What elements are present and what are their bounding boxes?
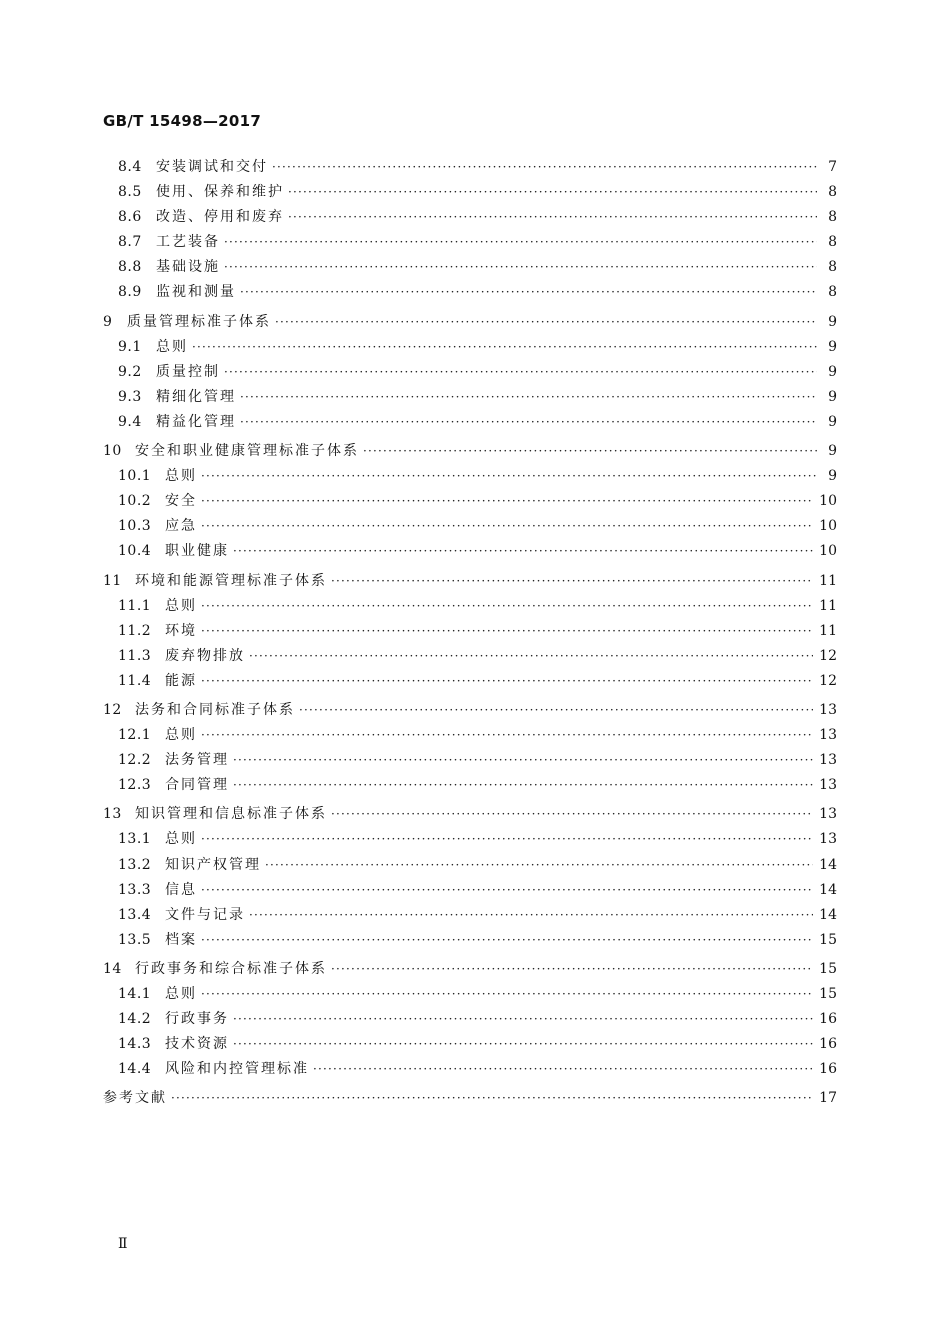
toc-entry-number: 10 <box>103 443 122 460</box>
toc-entry-page: 13 <box>819 831 837 848</box>
toc-entry-number: 10.3 <box>118 518 152 535</box>
toc-dot-leader <box>201 489 813 514</box>
toc-entry[interactable] <box>103 773 837 798</box>
toc-entry[interactable] <box>103 982 837 1007</box>
toc-entry-number: 8.7 <box>118 234 142 251</box>
toc-entry-page: 11 <box>819 572 837 589</box>
toc-entry-page: 11 <box>819 622 837 639</box>
toc-entry-number: 12.3 <box>118 777 152 794</box>
toc-entry-number: 11.2 <box>118 622 152 639</box>
toc-entry-number: 9.1 <box>118 338 142 355</box>
toc-entry[interactable] <box>103 569 837 594</box>
toc-entry-page: 9 <box>828 468 837 485</box>
toc-dot-leader <box>331 957 813 982</box>
toc-entry-page: 16 <box>819 1036 837 1053</box>
toc-entry-title: 总则 <box>156 338 188 355</box>
toc-entry-number: 14.4 <box>118 1061 152 1078</box>
toc-entry[interactable] <box>103 594 837 619</box>
toc-entry-title: 监视和测量 <box>156 284 236 301</box>
toc-entry-number: 9.2 <box>118 363 142 380</box>
toc-entry-page: 9 <box>828 388 837 405</box>
toc-entry-page: 16 <box>819 1061 837 1078</box>
toc-dot-leader <box>201 723 813 748</box>
toc-entry-number: 14 <box>103 960 122 977</box>
toc-entry[interactable] <box>103 205 837 230</box>
toc-dot-leader <box>331 569 813 594</box>
toc-entry-page: 9 <box>828 313 837 330</box>
toc-entry-number: 8.5 <box>118 184 142 201</box>
toc-entry[interactable] <box>103 928 837 953</box>
toc-entry-title: 文件与记录 <box>165 906 245 923</box>
toc-dot-leader <box>201 982 813 1007</box>
toc-dot-leader <box>233 1007 813 1032</box>
toc-entry-title: 基础设施 <box>156 259 220 276</box>
toc-entry-page: 12 <box>819 672 837 689</box>
toc-entry-title: 行政事务和综合标准子体系 <box>135 960 327 977</box>
toc-dot-leader <box>233 539 813 564</box>
toc-entry-number: 8.6 <box>118 209 142 226</box>
toc-entry-title: 知识管理和信息标准子体系 <box>135 806 327 823</box>
toc-dot-leader <box>240 410 817 435</box>
toc-dot-leader <box>201 464 817 489</box>
toc-entry-title: 总则 <box>165 727 197 744</box>
toc-entry-page: 9 <box>828 363 837 380</box>
document-code: GB/T 15498—2017 <box>103 112 262 130</box>
toc-entry-page: 16 <box>819 1011 837 1028</box>
toc-dot-leader <box>201 928 813 953</box>
toc-entry[interactable] <box>103 903 837 928</box>
toc-dot-leader <box>201 594 813 619</box>
toc-entry-title: 技术资源 <box>165 1036 229 1053</box>
toc-dot-leader <box>363 439 817 464</box>
toc-entry[interactable] <box>103 878 837 903</box>
table-of-contents <box>103 155 837 1111</box>
toc-entry[interactable] <box>103 644 837 669</box>
toc-entry[interactable] <box>103 180 837 205</box>
toc-entry-title: 职业健康 <box>165 543 229 560</box>
toc-entry[interactable] <box>103 280 837 305</box>
toc-entry-title: 精细化管理 <box>156 388 236 405</box>
toc-entry[interactable] <box>103 335 837 360</box>
toc-dot-leader <box>288 180 817 205</box>
toc-entry[interactable] <box>103 1007 837 1032</box>
toc-entry[interactable] <box>103 514 837 539</box>
toc-dot-leader <box>201 619 813 644</box>
toc-dot-leader <box>201 514 813 539</box>
toc-entry-title: 使用、保养和维护 <box>156 184 284 201</box>
toc-entry-page: 11 <box>819 597 837 614</box>
toc-entry-number: 10.4 <box>118 543 152 560</box>
toc-entry-page: 9 <box>828 413 837 430</box>
toc-dot-leader <box>275 310 817 335</box>
toc-entry-title: 法务管理 <box>165 752 229 769</box>
toc-entry-page: 14 <box>819 856 837 873</box>
toc-entry-page: 15 <box>819 960 837 977</box>
toc-dot-leader <box>233 1032 813 1057</box>
toc-entry-page: 17 <box>819 1090 837 1107</box>
toc-entry-page: 15 <box>819 931 837 948</box>
toc-entry-number: 10.2 <box>118 493 152 510</box>
toc-dot-leader <box>224 230 817 255</box>
toc-entry-title: 安装调试和交付 <box>156 159 268 175</box>
toc-entry-number: 11 <box>103 572 122 589</box>
toc-dot-leader <box>249 644 813 669</box>
toc-entry-page: 14 <box>819 906 837 923</box>
toc-entry[interactable] <box>103 1057 837 1082</box>
toc-entry-title: 总则 <box>165 468 197 485</box>
toc-entry-title: 能源 <box>165 672 197 689</box>
toc-entry[interactable] <box>103 669 837 694</box>
toc-entry-title: 合同管理 <box>165 777 229 794</box>
toc-entry-number: 13.1 <box>118 831 152 848</box>
toc-entry-number: 13 <box>103 806 122 823</box>
toc-entry-number: 11.4 <box>118 672 152 689</box>
toc-entry-number: 12 <box>103 701 122 718</box>
toc-entry-title: 安全 <box>165 493 197 510</box>
toc-entry-title: 工艺装备 <box>156 234 220 251</box>
toc-entry-number: 13.4 <box>118 906 152 923</box>
toc-entry-page: 10 <box>819 493 837 510</box>
page-number: Ⅱ <box>118 1236 128 1252</box>
toc-entry[interactable] <box>103 360 837 385</box>
toc-entry-title: 知识产权管理 <box>165 856 261 873</box>
toc-entry-number: 12.2 <box>118 752 152 769</box>
toc-entry-title: 质量管理标准子体系 <box>127 313 271 330</box>
toc-entry[interactable] <box>103 723 837 748</box>
toc-entry-number: 10.1 <box>118 468 152 485</box>
toc-entry-page: 8 <box>828 184 837 201</box>
toc-entry-title: 质量控制 <box>156 363 220 380</box>
toc-entry[interactable] <box>103 853 837 878</box>
toc-entry-title: 总则 <box>165 597 197 614</box>
toc-entry-title: 废弃物排放 <box>165 647 245 664</box>
toc-entry-page: 14 <box>819 881 837 898</box>
toc-entry-title: 信息 <box>165 881 197 898</box>
toc-entry-page: 13 <box>819 806 837 823</box>
toc-entry[interactable] <box>103 410 837 435</box>
toc-dot-leader <box>265 853 813 878</box>
toc-entry[interactable] <box>103 748 837 773</box>
toc-entry-page: 10 <box>819 518 837 535</box>
toc-entry-page: 9 <box>828 443 837 460</box>
toc-entry-title: 总则 <box>165 986 197 1002</box>
toc-dot-leader <box>233 748 813 773</box>
toc-entry[interactable] <box>103 385 837 410</box>
toc-dot-leader <box>201 827 813 852</box>
toc-entry-page: 9 <box>828 338 837 355</box>
toc-entry[interactable] <box>103 827 837 852</box>
toc-entry[interactable] <box>103 957 837 982</box>
toc-entry-page: 13 <box>819 752 837 769</box>
toc-entry-number: 11.1 <box>118 597 152 614</box>
toc-dot-leader <box>192 335 817 360</box>
toc-entry-title: 参考文献 <box>103 1090 167 1107</box>
toc-entry-title: 法务和合同标准子体系 <box>135 701 295 718</box>
toc-entry-number: 9.3 <box>118 388 142 405</box>
toc-entry-title: 风险和内控管理标准 <box>165 1061 309 1078</box>
toc-entry[interactable] <box>103 698 837 723</box>
toc-entry-number: 8.4 <box>118 159 142 175</box>
toc-dot-leader <box>240 385 817 410</box>
toc-dot-leader <box>233 773 813 798</box>
toc-entry-number: 9 <box>103 313 113 330</box>
toc-entry-number: 14.1 <box>118 986 152 1002</box>
toc-entry-title: 安全和职业健康管理标准子体系 <box>135 443 359 460</box>
toc-dot-leader <box>249 903 813 928</box>
toc-dot-leader <box>171 1086 813 1111</box>
toc-entry-title: 环境 <box>165 622 197 639</box>
toc-entry[interactable] <box>103 489 837 514</box>
toc-entry[interactable] <box>103 619 837 644</box>
toc-dot-leader <box>224 255 817 280</box>
toc-dot-leader <box>272 155 817 180</box>
toc-entry-title: 改造、停用和废弃 <box>156 209 284 226</box>
toc-entry[interactable] <box>103 539 837 564</box>
toc-entry[interactable] <box>103 1032 837 1057</box>
toc-entry-title: 精益化管理 <box>156 413 236 430</box>
toc-entry[interactable] <box>103 1086 837 1111</box>
toc-entry-page: 15 <box>819 986 837 1002</box>
toc-dot-leader <box>201 878 813 903</box>
toc-entry-title: 环境和能源管理标准子体系 <box>135 572 327 589</box>
toc-entry[interactable] <box>103 464 837 489</box>
toc-entry-title: 总则 <box>165 831 197 848</box>
toc-entry-page: 8 <box>828 209 837 226</box>
toc-entry-page: 10 <box>819 543 837 560</box>
toc-entry[interactable] <box>103 155 837 180</box>
toc-entry-title: 应急 <box>165 518 197 535</box>
toc-entry-page: 8 <box>828 284 837 301</box>
toc-entry[interactable] <box>103 439 837 464</box>
toc-dot-leader <box>224 360 817 385</box>
toc-entry-number: 11.3 <box>118 647 152 664</box>
toc-entry-number: 8.9 <box>118 284 142 301</box>
toc-entry-page: 13 <box>819 777 837 794</box>
toc-dot-leader <box>331 802 813 827</box>
toc-dot-leader <box>313 1057 813 1082</box>
toc-dot-leader <box>240 280 817 305</box>
toc-entry-number: 13.2 <box>118 856 152 873</box>
toc-entry-page: 13 <box>819 727 837 744</box>
toc-dot-leader <box>288 205 817 230</box>
toc-entry[interactable] <box>103 802 837 827</box>
toc-entry[interactable] <box>103 255 837 280</box>
toc-entry-number: 14.3 <box>118 1036 152 1053</box>
toc-entry-page: 8 <box>828 259 837 276</box>
toc-entry-number: 8.8 <box>118 259 142 276</box>
toc-entry[interactable] <box>103 230 837 255</box>
toc-entry[interactable] <box>103 310 837 335</box>
toc-entry-page: 8 <box>828 234 837 251</box>
toc-entry-page: 7 <box>828 159 837 175</box>
toc-dot-leader <box>299 698 813 723</box>
toc-dot-leader <box>201 669 813 694</box>
toc-entry-title: 行政事务 <box>165 1011 229 1028</box>
toc-entry-number: 12.1 <box>118 727 152 744</box>
toc-entry-page: 13 <box>819 701 837 718</box>
toc-entry-title: 档案 <box>165 931 197 948</box>
toc-entry-number: 14.2 <box>118 1011 152 1028</box>
toc-entry-number: 9.4 <box>118 413 142 430</box>
toc-entry-page: 12 <box>819 647 837 664</box>
toc-entry-number: 13.5 <box>118 931 152 948</box>
toc-entry-number: 13.3 <box>118 881 152 898</box>
